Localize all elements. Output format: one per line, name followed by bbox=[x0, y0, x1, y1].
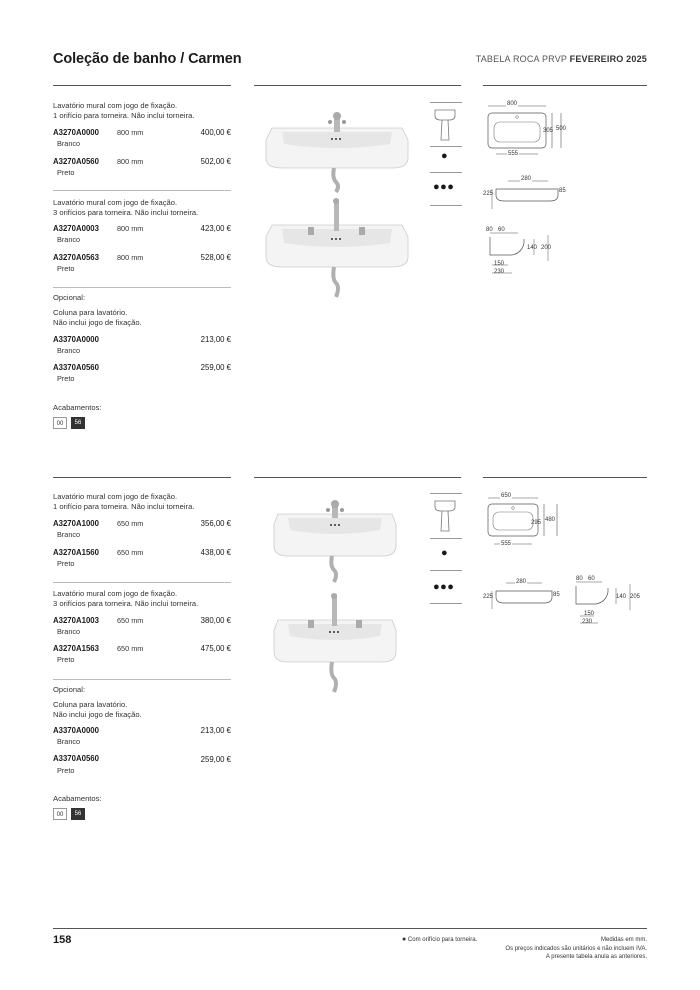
product-finish: Branco bbox=[57, 346, 81, 355]
product-finish: Branco bbox=[57, 627, 81, 636]
column-rule bbox=[53, 477, 231, 478]
product-size: 650 mm bbox=[117, 548, 144, 557]
product-code: A3370A0560 bbox=[53, 363, 99, 372]
product-finish: Branco bbox=[57, 235, 81, 244]
product-price: 259,00 € bbox=[200, 363, 231, 372]
product-size: 800 mm bbox=[117, 157, 144, 166]
dimension-label: 500 bbox=[556, 126, 567, 132]
divider bbox=[53, 190, 231, 191]
product-size: 650 mm bbox=[117, 616, 144, 625]
product-size: 650 mm bbox=[117, 644, 144, 653]
product-code: A3270A1000 bbox=[53, 519, 99, 528]
column-rule bbox=[254, 477, 461, 478]
product-code: A3270A1003 bbox=[53, 616, 99, 625]
product-description: Lavatório mural com jogo de fixação. 3 orifícios para torneira. Não inclui torneira. bbox=[53, 198, 199, 217]
dimension-label: 305 bbox=[543, 128, 554, 134]
product-price: 475,00 € bbox=[200, 644, 231, 653]
optional-label: Opcional: bbox=[53, 685, 86, 694]
dimension-label: 295 bbox=[531, 520, 542, 526]
product-code: A3370A0000 bbox=[53, 335, 99, 344]
product-code: A3270A0560 bbox=[53, 157, 99, 166]
pedestal-basin-icon bbox=[433, 106, 457, 144]
icon-column-rule bbox=[430, 102, 462, 103]
dimension-label: 555 bbox=[508, 151, 519, 157]
single-dot-icon: ● bbox=[402, 936, 407, 943]
dimension-label: 80 bbox=[576, 576, 583, 582]
dimension-label: 60 bbox=[588, 576, 595, 582]
product-finish: Preto bbox=[57, 264, 75, 273]
dimension-label: 230 bbox=[494, 269, 505, 275]
basin-one-hole-image bbox=[270, 500, 400, 585]
product-size: 800 mm bbox=[117, 128, 144, 137]
product-price: 259,00 € bbox=[200, 755, 231, 764]
product-code: A3270A1560 bbox=[53, 548, 99, 557]
top-view-drawing bbox=[482, 492, 572, 552]
single-dot-icon: ● bbox=[441, 150, 448, 162]
icon-column-rule bbox=[430, 205, 462, 206]
page-title: Coleção de banho / Carmen bbox=[53, 51, 242, 67]
dimension-label: 85 bbox=[559, 188, 566, 194]
icon-column-rule bbox=[430, 570, 462, 571]
dimension-label: 60 bbox=[498, 227, 505, 233]
product-code: A3270A0000 bbox=[53, 128, 99, 137]
product-finish: Branco bbox=[57, 530, 81, 539]
product-finish: Preto bbox=[57, 559, 75, 568]
basin-three-hole-image bbox=[270, 590, 400, 695]
price-table-label bbox=[476, 54, 647, 64]
product-description: Lavatório mural com jogo de fixação. 1 orifício para torneira. Não inclui torneira. bbox=[53, 492, 195, 511]
table-label: TABELA ROCA PRVP bbox=[475, 54, 567, 64]
product-size: 800 mm bbox=[117, 253, 144, 262]
dimension-label: 225 bbox=[483, 191, 494, 197]
dimension-label: 280 bbox=[521, 176, 532, 182]
basin-three-hole-image bbox=[262, 195, 412, 300]
basin-one-hole-image bbox=[262, 110, 412, 195]
product-description: Lavatório mural com jogo de fixação. 1 orifício para torneira. Não inclui torneira. bbox=[53, 101, 195, 120]
product-finish: Branco bbox=[57, 139, 81, 148]
icon-column-rule bbox=[430, 493, 462, 494]
finish-swatch-white: 00 bbox=[53, 808, 67, 820]
product-size: 650 mm bbox=[117, 519, 144, 528]
dimension-label: 80 bbox=[486, 227, 493, 233]
product-price: 400,00 € bbox=[200, 128, 231, 137]
dimension-label: 280 bbox=[516, 579, 527, 585]
optional-label: Opcional: bbox=[53, 293, 86, 302]
dimension-label: 650 bbox=[501, 493, 512, 499]
dimension-label: 150 bbox=[584, 611, 595, 617]
dimension-label: 230 bbox=[582, 619, 593, 625]
product-code: A3370A0560 bbox=[53, 754, 99, 763]
product-price: 438,00 € bbox=[200, 548, 231, 557]
three-dots-icon: ●●● bbox=[433, 181, 455, 193]
product-price: 528,00 € bbox=[200, 253, 231, 262]
dimension-label: 555 bbox=[501, 541, 512, 547]
product-finish: Preto bbox=[57, 168, 75, 177]
page-number: 158 bbox=[53, 934, 72, 946]
product-price: 213,00 € bbox=[200, 335, 231, 344]
product-finish: Preto bbox=[57, 766, 75, 775]
column-rule bbox=[254, 85, 461, 86]
finishes-label: Acabamentos: bbox=[53, 794, 102, 803]
product-description: Lavatório mural com jogo de fixação. 3 orifícios para torneira. Não inclui torneira. bbox=[53, 589, 199, 608]
single-dot-icon: ● bbox=[441, 547, 448, 559]
dimension-label: 205 bbox=[630, 594, 641, 600]
product-finish: Preto bbox=[57, 374, 75, 383]
finish-swatch-white: 00 bbox=[53, 417, 67, 429]
product-finish: Branco bbox=[57, 737, 81, 746]
product-size: 800 mm bbox=[117, 224, 144, 233]
dimension-label: 200 bbox=[541, 245, 552, 251]
divider bbox=[53, 582, 231, 583]
product-description: Coluna para lavatório. Não inclui jogo de fixação. bbox=[53, 308, 142, 327]
finish-swatch-black: 56 bbox=[71, 808, 85, 820]
product-code: A3270A0563 bbox=[53, 253, 99, 262]
divider bbox=[53, 287, 231, 288]
dimension-label: 800 bbox=[507, 101, 518, 107]
footer-legend: ● Com orifício para torneira. bbox=[402, 936, 478, 943]
product-code: A3270A1563 bbox=[53, 644, 99, 653]
dimension-label: 140 bbox=[616, 594, 627, 600]
column-rule bbox=[483, 477, 647, 478]
dimension-label: 225 bbox=[483, 594, 494, 600]
product-code: A3370A0000 bbox=[53, 726, 99, 735]
icon-column-rule bbox=[430, 603, 462, 604]
divider bbox=[53, 679, 231, 680]
finish-swatch-black: 56 bbox=[71, 417, 85, 429]
product-price: 213,00 € bbox=[200, 726, 231, 735]
table-period: FEVEREIRO 2025 bbox=[569, 54, 647, 64]
finishes-label: Acabamentos: bbox=[53, 403, 102, 412]
icon-column-rule bbox=[430, 146, 462, 147]
icon-column-rule bbox=[430, 172, 462, 173]
three-dots-icon: ●●● bbox=[433, 581, 455, 593]
dimension-label: 140 bbox=[527, 245, 538, 251]
product-code: A3270A0003 bbox=[53, 224, 99, 233]
column-rule bbox=[483, 85, 647, 86]
icon-column-rule bbox=[430, 538, 462, 539]
dimension-label: 480 bbox=[545, 517, 556, 523]
column-rule bbox=[53, 85, 231, 86]
product-price: 380,00 € bbox=[200, 616, 231, 625]
product-finish: Preto bbox=[57, 655, 75, 664]
product-description: Coluna para lavatório. Não inclui jogo de fixação. bbox=[53, 700, 142, 719]
footer-rule bbox=[53, 928, 647, 929]
product-price: 356,00 € bbox=[200, 519, 231, 528]
pedestal-basin-icon bbox=[433, 497, 457, 535]
product-price: 423,00 € bbox=[200, 224, 231, 233]
product-price: 502,00 € bbox=[200, 157, 231, 166]
dimension-label: 85 bbox=[553, 592, 560, 598]
footer-notes: Medidas em mm. Os preços indicados são unitários e não incluem IVA. A presente tabela anula as anteriores. bbox=[505, 937, 647, 960]
dimension-label: 150 bbox=[494, 261, 505, 267]
